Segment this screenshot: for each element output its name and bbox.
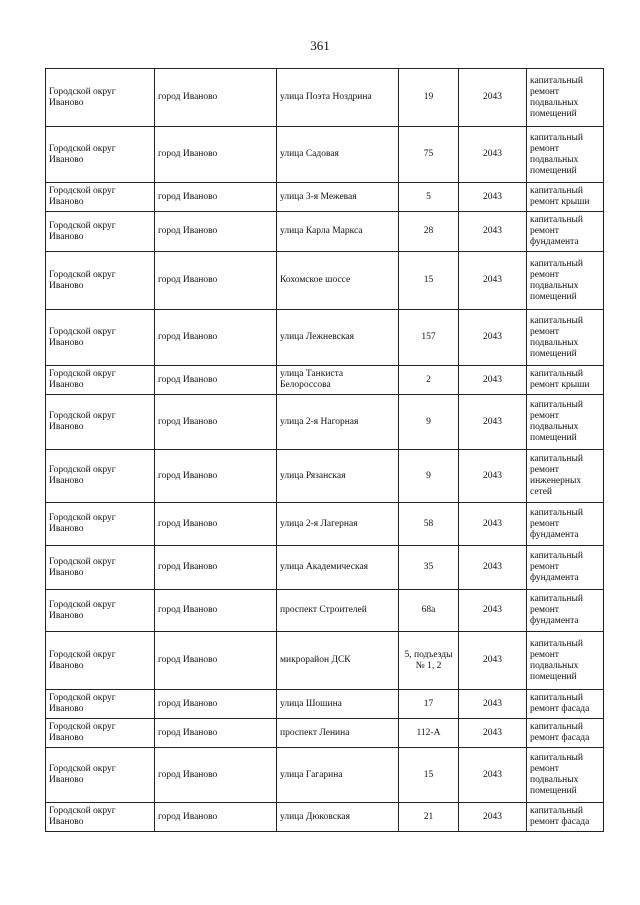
locality-cell: город Иваново xyxy=(155,590,277,632)
work-type-cell: капитальный ремонт инженерных сетей xyxy=(527,450,604,503)
street-cell: улица 3-я Межевая xyxy=(277,183,399,212)
table-row xyxy=(46,503,604,546)
work-type-cell: капитальный ремонт подвальных помещений xyxy=(527,310,604,366)
district-cell: Городской округ Иваново xyxy=(46,212,155,252)
street-cell: улица Лежневская xyxy=(277,310,399,366)
table-row xyxy=(46,719,604,748)
district-cell: Городской округ Иваново xyxy=(46,310,155,366)
table-row xyxy=(46,803,604,832)
street-cell: улица Дюковская xyxy=(277,803,399,832)
district-cell: Городской округ Иваново xyxy=(46,748,155,803)
work-type-cell: капитальный ремонт крыши xyxy=(527,366,604,395)
district-cell: Городской округ Иваново xyxy=(46,546,155,590)
house-number-cell: 9 xyxy=(399,395,459,450)
year-cell: 2043 xyxy=(459,748,527,803)
locality-cell: город Иваново xyxy=(155,803,277,832)
year-cell: 2043 xyxy=(459,69,527,127)
locality-cell: город Иваново xyxy=(155,719,277,748)
house-number-cell: 35 xyxy=(399,546,459,590)
locality-cell: город Иваново xyxy=(155,183,277,212)
house-number-cell: 28 xyxy=(399,212,459,252)
year-cell: 2043 xyxy=(459,546,527,590)
table-row xyxy=(46,212,604,252)
street-cell: проспект Ленина xyxy=(277,719,399,748)
work-type-cell: капитальный ремонт фундамента xyxy=(527,590,604,632)
district-cell: Городской округ Иваново xyxy=(46,719,155,748)
year-cell: 2043 xyxy=(459,212,527,252)
district-cell: Городской округ Иваново xyxy=(46,803,155,832)
year-cell: 2043 xyxy=(459,395,527,450)
year-cell: 2043 xyxy=(459,127,527,183)
year-cell: 2043 xyxy=(459,690,527,719)
locality-cell: город Иваново xyxy=(155,690,277,719)
year-cell: 2043 xyxy=(459,366,527,395)
street-cell: улица Гагарина xyxy=(277,748,399,803)
table-row xyxy=(46,748,604,803)
work-type-cell: капитальный ремонт подвальных помещений xyxy=(527,252,604,310)
locality-cell: город Иваново xyxy=(155,748,277,803)
locality-cell: город Иваново xyxy=(155,69,277,127)
street-cell: улица Карла Маркса xyxy=(277,212,399,252)
work-type-cell: капитальный ремонт подвальных помещений xyxy=(527,632,604,690)
house-number-cell: 9 xyxy=(399,450,459,503)
page-number: 361 xyxy=(310,38,330,53)
table-row xyxy=(46,127,604,183)
year-cell: 2043 xyxy=(459,450,527,503)
house-number-cell: 15 xyxy=(399,252,459,310)
table-row xyxy=(46,546,604,590)
table-row xyxy=(46,69,604,127)
house-number-cell: 2 xyxy=(399,366,459,395)
district-cell: Городской округ Иваново xyxy=(46,503,155,546)
registry-table-body xyxy=(46,69,604,832)
table-row xyxy=(46,310,604,366)
house-number-cell: 112-А xyxy=(399,719,459,748)
table-row xyxy=(46,395,604,450)
table-row xyxy=(46,450,604,503)
work-type-cell: капитальный ремонт подвальных помещений xyxy=(527,395,604,450)
street-cell: улица 2-я Лагерная xyxy=(277,503,399,546)
locality-cell: город Иваново xyxy=(155,503,277,546)
table-row xyxy=(46,366,604,395)
table-row xyxy=(46,590,604,632)
house-number-cell: 75 xyxy=(399,127,459,183)
street-cell: улица Танкиста Белороссова xyxy=(277,366,399,395)
table-row xyxy=(46,632,604,690)
locality-cell: город Иваново xyxy=(155,632,277,690)
district-cell: Городской округ Иваново xyxy=(46,590,155,632)
year-cell: 2043 xyxy=(459,590,527,632)
house-number-cell: 5 xyxy=(399,183,459,212)
work-type-cell: капитальный ремонт подвальных помещений xyxy=(527,127,604,183)
district-cell: Городской округ Иваново xyxy=(46,127,155,183)
street-cell: улица 2-я Нагорная xyxy=(277,395,399,450)
year-cell: 2043 xyxy=(459,803,527,832)
house-number-cell: 5, подъезды № 1, 2 xyxy=(399,632,459,690)
district-cell: Городской округ Иваново xyxy=(46,450,155,503)
work-type-cell: капитальный ремонт подвальных помещений xyxy=(527,69,604,127)
locality-cell: город Иваново xyxy=(155,252,277,310)
year-cell: 2043 xyxy=(459,310,527,366)
locality-cell: город Иваново xyxy=(155,212,277,252)
table-row xyxy=(46,690,604,719)
district-cell: Городской округ Иваново xyxy=(46,183,155,212)
district-cell: Городской округ Иваново xyxy=(46,690,155,719)
house-number-cell: 68а xyxy=(399,590,459,632)
work-type-cell: капитальный ремонт крыши xyxy=(527,183,604,212)
year-cell: 2043 xyxy=(459,252,527,310)
locality-cell: город Иваново xyxy=(155,127,277,183)
locality-cell: город Иваново xyxy=(155,450,277,503)
house-number-cell: 15 xyxy=(399,748,459,803)
house-number-cell: 19 xyxy=(399,69,459,127)
work-type-cell: капитальный ремонт подвальных помещений xyxy=(527,748,604,803)
house-number-cell: 157 xyxy=(399,310,459,366)
street-cell: проспект Строителей xyxy=(277,590,399,632)
work-type-cell: капитальный ремонт фасада xyxy=(527,803,604,832)
district-cell: Городской округ Иваново xyxy=(46,632,155,690)
district-cell: Городской округ Иваново xyxy=(46,69,155,127)
locality-cell: город Иваново xyxy=(155,546,277,590)
district-cell: Городской округ Иваново xyxy=(46,252,155,310)
house-number-cell: 21 xyxy=(399,803,459,832)
year-cell: 2043 xyxy=(459,719,527,748)
work-type-cell: капитальный ремонт фасада xyxy=(527,719,604,748)
year-cell: 2043 xyxy=(459,503,527,546)
table-row xyxy=(46,252,604,310)
street-cell: улица Академическая xyxy=(277,546,399,590)
locality-cell: город Иваново xyxy=(155,310,277,366)
district-cell: Городской округ Иваново xyxy=(46,395,155,450)
street-cell: микрорайон ДСК xyxy=(277,632,399,690)
street-cell: улица Рязанская xyxy=(277,450,399,503)
registry-table xyxy=(45,68,604,832)
year-cell: 2043 xyxy=(459,632,527,690)
street-cell: улица Поэта Ноздрина xyxy=(277,69,399,127)
locality-cell: город Иваново xyxy=(155,395,277,450)
street-cell: Кохомское шоссе xyxy=(277,252,399,310)
year-cell: 2043 xyxy=(459,183,527,212)
house-number-cell: 17 xyxy=(399,690,459,719)
table-row xyxy=(46,183,604,212)
work-type-cell: капитальный ремонт фундамента xyxy=(527,212,604,252)
street-cell: улица Садовая xyxy=(277,127,399,183)
street-cell: улица Шошина xyxy=(277,690,399,719)
district-cell: Городской округ Иваново xyxy=(46,366,155,395)
work-type-cell: капитальный ремонт фундамента xyxy=(527,546,604,590)
work-type-cell: капитальный ремонт фундамента xyxy=(527,503,604,546)
locality-cell: город Иваново xyxy=(155,366,277,395)
work-type-cell: капитальный ремонт фасада xyxy=(527,690,604,719)
house-number-cell: 58 xyxy=(399,503,459,546)
